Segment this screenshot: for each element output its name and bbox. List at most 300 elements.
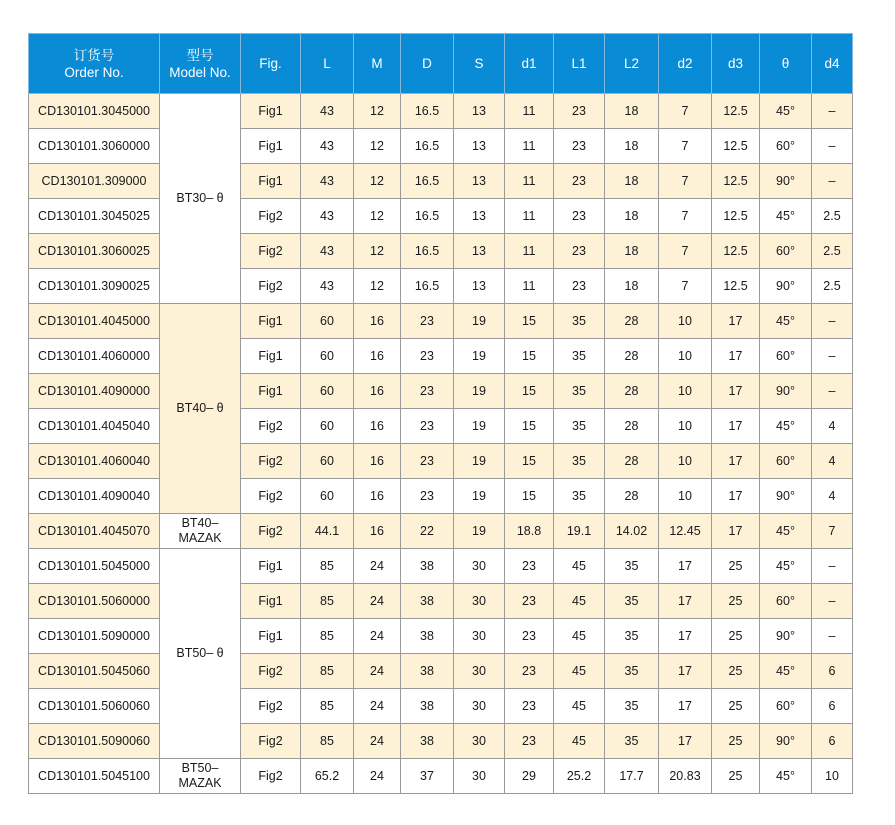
cell-model-no [160, 759, 241, 794]
cell-s: 19 [454, 514, 505, 549]
cell-l1: 35 [554, 374, 605, 409]
cell-d: 23 [401, 374, 454, 409]
cell-l2: 18 [605, 164, 659, 199]
cell-d2: 17 [659, 619, 712, 654]
table-row [29, 724, 853, 759]
cell-d: 23 [401, 444, 454, 479]
table-row [29, 619, 853, 654]
header-fig [241, 34, 301, 94]
cell-d2: 7 [659, 94, 712, 129]
cell-s: 30 [454, 689, 505, 724]
cell-l: 85 [301, 724, 354, 759]
cell-l2: 18 [605, 199, 659, 234]
cell-fig: Fig1 [241, 94, 301, 129]
cell-d4: 2.5 [812, 199, 853, 234]
cell-theta: 60° [760, 129, 812, 164]
cell-d1: 23 [505, 584, 554, 619]
cell-order-no: CD130101.4045070 [29, 514, 160, 549]
model-no-line: MAZAK [178, 531, 222, 545]
cell-d3: 25 [712, 724, 760, 759]
cell-theta: 45° [760, 654, 812, 689]
cell-d3: 12.5 [712, 269, 760, 304]
cell-d4: 2.5 [812, 269, 853, 304]
model-no-line: MAZAK [178, 776, 222, 790]
table-row [29, 304, 853, 339]
cell-order-no: CD130101.309000 [29, 164, 160, 199]
cell-s: 13 [454, 129, 505, 164]
model-no-line: BT50– [181, 761, 219, 775]
cell-l2: 28 [605, 374, 659, 409]
cell-m: 12 [354, 94, 401, 129]
header-s [454, 34, 505, 94]
cell-m: 24 [354, 759, 401, 794]
cell-d: 23 [401, 409, 454, 444]
cell-m: 12 [354, 269, 401, 304]
cell-d1: 11 [505, 94, 554, 129]
header-d1-en: d1 [521, 56, 537, 71]
cell-theta: 45° [760, 759, 812, 794]
cell-order-no: CD130101.3045000 [29, 94, 160, 129]
cell-order-no: CD130101.4060040 [29, 444, 160, 479]
cell-m: 24 [354, 724, 401, 759]
cell-m: 24 [354, 689, 401, 724]
cell-l1: 23 [554, 234, 605, 269]
cell-s: 30 [454, 549, 505, 584]
header-order-no-en: Order No. [64, 64, 124, 80]
cell-d4: – [812, 584, 853, 619]
cell-l: 44.1 [301, 514, 354, 549]
cell-d2: 7 [659, 199, 712, 234]
table-row [29, 654, 853, 689]
cell-d3: 25 [712, 549, 760, 584]
cell-l2: 17.7 [605, 759, 659, 794]
cell-d4: 10 [812, 759, 853, 794]
cell-d4: – [812, 94, 853, 129]
cell-l: 85 [301, 654, 354, 689]
cell-d3: 25 [712, 619, 760, 654]
cell-fig: Fig1 [241, 339, 301, 374]
header-s-en: S [474, 56, 484, 71]
cell-l: 85 [301, 584, 354, 619]
cell-m: 16 [354, 304, 401, 339]
cell-d2: 12.45 [659, 514, 712, 549]
table-row [29, 514, 853, 549]
cell-d3: 12.5 [712, 234, 760, 269]
cell-fig: Fig1 [241, 304, 301, 339]
cell-l1: 45 [554, 584, 605, 619]
cell-s: 19 [454, 339, 505, 374]
cell-order-no: CD130101.5045000 [29, 549, 160, 584]
cell-order-no: CD130101.3045025 [29, 199, 160, 234]
table-row [29, 444, 853, 479]
cell-d: 38 [401, 724, 454, 759]
cell-l1: 45 [554, 654, 605, 689]
cell-d3: 25 [712, 654, 760, 689]
cell-d1: 15 [505, 304, 554, 339]
header-d [401, 34, 454, 94]
cell-fig: Fig2 [241, 759, 301, 794]
cell-s: 19 [454, 374, 505, 409]
table-row [29, 269, 853, 304]
cell-l: 60 [301, 339, 354, 374]
cell-d1: 23 [505, 549, 554, 584]
cell-d4: 6 [812, 689, 853, 724]
cell-d2: 10 [659, 444, 712, 479]
cell-theta: 90° [760, 724, 812, 759]
cell-l2: 35 [605, 584, 659, 619]
cell-fig: Fig2 [241, 199, 301, 234]
cell-d2: 17 [659, 654, 712, 689]
cell-d1: 23 [505, 654, 554, 689]
model-no-line: BT40– [181, 516, 219, 530]
table-row [29, 234, 853, 269]
cell-s: 13 [454, 164, 505, 199]
cell-d4: – [812, 129, 853, 164]
cell-l: 60 [301, 444, 354, 479]
cell-fig: Fig2 [241, 409, 301, 444]
cell-d1: 11 [505, 234, 554, 269]
cell-s: 30 [454, 724, 505, 759]
cell-d: 38 [401, 549, 454, 584]
cell-d3: 17 [712, 444, 760, 479]
table-row [29, 199, 853, 234]
cell-fig: Fig2 [241, 479, 301, 514]
cell-theta: 90° [760, 374, 812, 409]
cell-d: 23 [401, 339, 454, 374]
cell-d4: 6 [812, 654, 853, 689]
cell-theta: 60° [760, 234, 812, 269]
cell-d3: 17 [712, 304, 760, 339]
cell-d3: 12.5 [712, 164, 760, 199]
cell-d2: 17 [659, 724, 712, 759]
table-row [29, 584, 853, 619]
cell-order-no: CD130101.5090060 [29, 724, 160, 759]
cell-d: 37 [401, 759, 454, 794]
cell-m: 16 [354, 514, 401, 549]
cell-d: 16.5 [401, 129, 454, 164]
header-theta-en: θ [781, 56, 790, 71]
cell-l2: 18 [605, 94, 659, 129]
cell-d1: 11 [505, 269, 554, 304]
cell-order-no: CD130101.3060000 [29, 129, 160, 164]
table-row [29, 549, 853, 584]
cell-order-no: CD130101.4090000 [29, 374, 160, 409]
cell-l1: 45 [554, 619, 605, 654]
cell-d4: – [812, 164, 853, 199]
cell-order-no: CD130101.5060060 [29, 689, 160, 724]
cell-l1: 45 [554, 689, 605, 724]
header-d4-en: d4 [824, 56, 840, 71]
cell-m: 24 [354, 584, 401, 619]
model-no-line: BT30– θ [176, 191, 224, 205]
cell-l: 60 [301, 479, 354, 514]
header-l-en: L [323, 56, 331, 71]
cell-d4: 2.5 [812, 234, 853, 269]
cell-d2: 7 [659, 164, 712, 199]
cell-order-no: CD130101.4045000 [29, 304, 160, 339]
cell-m: 16 [354, 444, 401, 479]
cell-d1: 29 [505, 759, 554, 794]
cell-fig: Fig1 [241, 619, 301, 654]
cell-d1: 23 [505, 724, 554, 759]
cell-l2: 28 [605, 444, 659, 479]
cell-l: 43 [301, 164, 354, 199]
cell-d3: 25 [712, 584, 760, 619]
cell-d1: 23 [505, 689, 554, 724]
cell-l1: 35 [554, 304, 605, 339]
cell-l2: 28 [605, 339, 659, 374]
cell-d: 38 [401, 584, 454, 619]
cell-l1: 45 [554, 724, 605, 759]
header-row [29, 34, 853, 94]
header-model-no-en: Model No. [169, 64, 231, 80]
cell-l2: 18 [605, 234, 659, 269]
header-model-no [160, 34, 241, 94]
cell-d: 16.5 [401, 269, 454, 304]
table-row [29, 374, 853, 409]
cell-l: 85 [301, 619, 354, 654]
cell-d1: 11 [505, 129, 554, 164]
cell-s: 13 [454, 199, 505, 234]
cell-m: 24 [354, 549, 401, 584]
cell-theta: 90° [760, 479, 812, 514]
cell-d3: 17 [712, 514, 760, 549]
cell-model-no [160, 304, 241, 514]
cell-l2: 35 [605, 724, 659, 759]
cell-l1: 35 [554, 339, 605, 374]
cell-d3: 12.5 [712, 94, 760, 129]
cell-d3: 12.5 [712, 199, 760, 234]
cell-d2: 10 [659, 304, 712, 339]
cell-s: 13 [454, 269, 505, 304]
cell-fig: Fig1 [241, 164, 301, 199]
table-row [29, 129, 853, 164]
cell-d4: 4 [812, 479, 853, 514]
cell-fig: Fig2 [241, 234, 301, 269]
header-d1 [505, 34, 554, 94]
cell-d4: 4 [812, 409, 853, 444]
cell-m: 24 [354, 619, 401, 654]
cell-d1: 15 [505, 479, 554, 514]
cell-m: 16 [354, 339, 401, 374]
cell-theta: 90° [760, 269, 812, 304]
cell-d: 38 [401, 619, 454, 654]
table-row [29, 409, 853, 444]
cell-l1: 35 [554, 479, 605, 514]
cell-m: 12 [354, 129, 401, 164]
cell-d4: 7 [812, 514, 853, 549]
cell-model-no [160, 94, 241, 304]
cell-m: 16 [354, 409, 401, 444]
cell-order-no: CD130101.4045040 [29, 409, 160, 444]
cell-d: 16.5 [401, 94, 454, 129]
header-l2 [605, 34, 659, 94]
cell-l2: 28 [605, 409, 659, 444]
header-order-no [29, 34, 160, 94]
cell-d: 38 [401, 689, 454, 724]
cell-d2: 17 [659, 689, 712, 724]
cell-s: 30 [454, 759, 505, 794]
cell-model-no [160, 514, 241, 549]
cell-d4: – [812, 304, 853, 339]
cell-order-no: CD130101.5060000 [29, 584, 160, 619]
cell-model-no [160, 549, 241, 759]
header-l2-en: L2 [623, 56, 640, 71]
header-order-no-cn: 订货号 [73, 47, 115, 63]
cell-l: 43 [301, 269, 354, 304]
cell-l2: 18 [605, 269, 659, 304]
cell-l: 43 [301, 234, 354, 269]
cell-l1: 23 [554, 199, 605, 234]
cell-l: 65.2 [301, 759, 354, 794]
header-fig-en: Fig. [259, 56, 282, 71]
cell-s: 19 [454, 444, 505, 479]
cell-d3: 17 [712, 374, 760, 409]
model-no-line: BT50– θ [176, 646, 224, 660]
header-d3 [712, 34, 760, 94]
cell-order-no: CD130101.4060000 [29, 339, 160, 374]
cell-theta: 60° [760, 339, 812, 374]
cell-l2: 14.02 [605, 514, 659, 549]
cell-d1: 11 [505, 199, 554, 234]
cell-s: 13 [454, 94, 505, 129]
cell-d3: 17 [712, 479, 760, 514]
header-m-en: M [371, 56, 383, 71]
cell-theta: 45° [760, 94, 812, 129]
table-row [29, 479, 853, 514]
header-d-en: D [422, 56, 432, 71]
cell-theta: 60° [760, 689, 812, 724]
cell-theta: 45° [760, 549, 812, 584]
cell-l: 85 [301, 549, 354, 584]
cell-l2: 18 [605, 129, 659, 164]
cell-theta: 45° [760, 304, 812, 339]
cell-d2: 17 [659, 549, 712, 584]
cell-d1: 15 [505, 339, 554, 374]
cell-d: 16.5 [401, 164, 454, 199]
header-d3-en: d3 [727, 56, 744, 71]
cell-l: 60 [301, 374, 354, 409]
cell-l2: 35 [605, 549, 659, 584]
cell-d: 16.5 [401, 199, 454, 234]
cell-d2: 10 [659, 374, 712, 409]
cell-d1: 18.8 [505, 514, 554, 549]
cell-d4: – [812, 374, 853, 409]
cell-fig: Fig2 [241, 514, 301, 549]
cell-m: 12 [354, 234, 401, 269]
cell-l: 43 [301, 94, 354, 129]
cell-m: 12 [354, 164, 401, 199]
cell-l: 60 [301, 409, 354, 444]
spec-table [28, 33, 853, 794]
cell-d1: 23 [505, 619, 554, 654]
cell-order-no: CD130101.5045060 [29, 654, 160, 689]
cell-l1: 23 [554, 164, 605, 199]
cell-s: 30 [454, 654, 505, 689]
cell-d2: 7 [659, 269, 712, 304]
cell-l: 85 [301, 689, 354, 724]
cell-l1: 35 [554, 444, 605, 479]
cell-l1: 25.2 [554, 759, 605, 794]
cell-fig: Fig2 [241, 724, 301, 759]
cell-d3: 12.5 [712, 129, 760, 164]
cell-d2: 20.83 [659, 759, 712, 794]
cell-l1: 45 [554, 549, 605, 584]
cell-order-no: CD130101.5090000 [29, 619, 160, 654]
cell-s: 30 [454, 619, 505, 654]
cell-fig: Fig2 [241, 444, 301, 479]
header-d2-en: d2 [677, 56, 693, 71]
cell-fig: Fig1 [241, 129, 301, 164]
cell-l: 60 [301, 304, 354, 339]
cell-d3: 17 [712, 409, 760, 444]
spec-table-container [28, 33, 853, 794]
header-m [354, 34, 401, 94]
cell-fig: Fig2 [241, 269, 301, 304]
cell-d: 22 [401, 514, 454, 549]
cell-d4: – [812, 619, 853, 654]
table-row [29, 94, 853, 129]
table-body [29, 94, 853, 794]
cell-l1: 35 [554, 409, 605, 444]
cell-d: 23 [401, 304, 454, 339]
cell-m: 24 [354, 654, 401, 689]
table-row [29, 759, 853, 794]
cell-l: 43 [301, 199, 354, 234]
cell-s: 19 [454, 479, 505, 514]
cell-theta: 45° [760, 409, 812, 444]
table-row [29, 339, 853, 374]
cell-l1: 23 [554, 94, 605, 129]
header-l1-en: L1 [571, 56, 587, 71]
cell-order-no: CD130101.4090040 [29, 479, 160, 514]
table-row [29, 689, 853, 724]
cell-s: 30 [454, 584, 505, 619]
cell-s: 13 [454, 234, 505, 269]
header-theta [760, 34, 812, 94]
cell-d3: 25 [712, 689, 760, 724]
cell-m: 16 [354, 374, 401, 409]
cell-d1: 15 [505, 444, 554, 479]
cell-order-no: CD130101.3060025 [29, 234, 160, 269]
header-d2 [659, 34, 712, 94]
header-d4 [812, 34, 853, 94]
cell-l1: 23 [554, 129, 605, 164]
header-l [301, 34, 354, 94]
cell-fig: Fig2 [241, 654, 301, 689]
cell-d3: 25 [712, 759, 760, 794]
cell-l2: 28 [605, 479, 659, 514]
cell-s: 19 [454, 409, 505, 444]
cell-theta: 60° [760, 444, 812, 479]
header-l1 [554, 34, 605, 94]
cell-l1: 19.1 [554, 514, 605, 549]
cell-l2: 35 [605, 654, 659, 689]
cell-d1: 15 [505, 409, 554, 444]
cell-fig: Fig1 [241, 549, 301, 584]
cell-d1: 11 [505, 164, 554, 199]
cell-l2: 35 [605, 689, 659, 724]
cell-theta: 45° [760, 199, 812, 234]
cell-theta: 60° [760, 584, 812, 619]
cell-m: 12 [354, 199, 401, 234]
cell-order-no: CD130101.5045100 [29, 759, 160, 794]
cell-d1: 15 [505, 374, 554, 409]
cell-d2: 10 [659, 409, 712, 444]
cell-d3: 17 [712, 339, 760, 374]
cell-s: 19 [454, 304, 505, 339]
model-no-line: BT40– θ [176, 401, 224, 415]
